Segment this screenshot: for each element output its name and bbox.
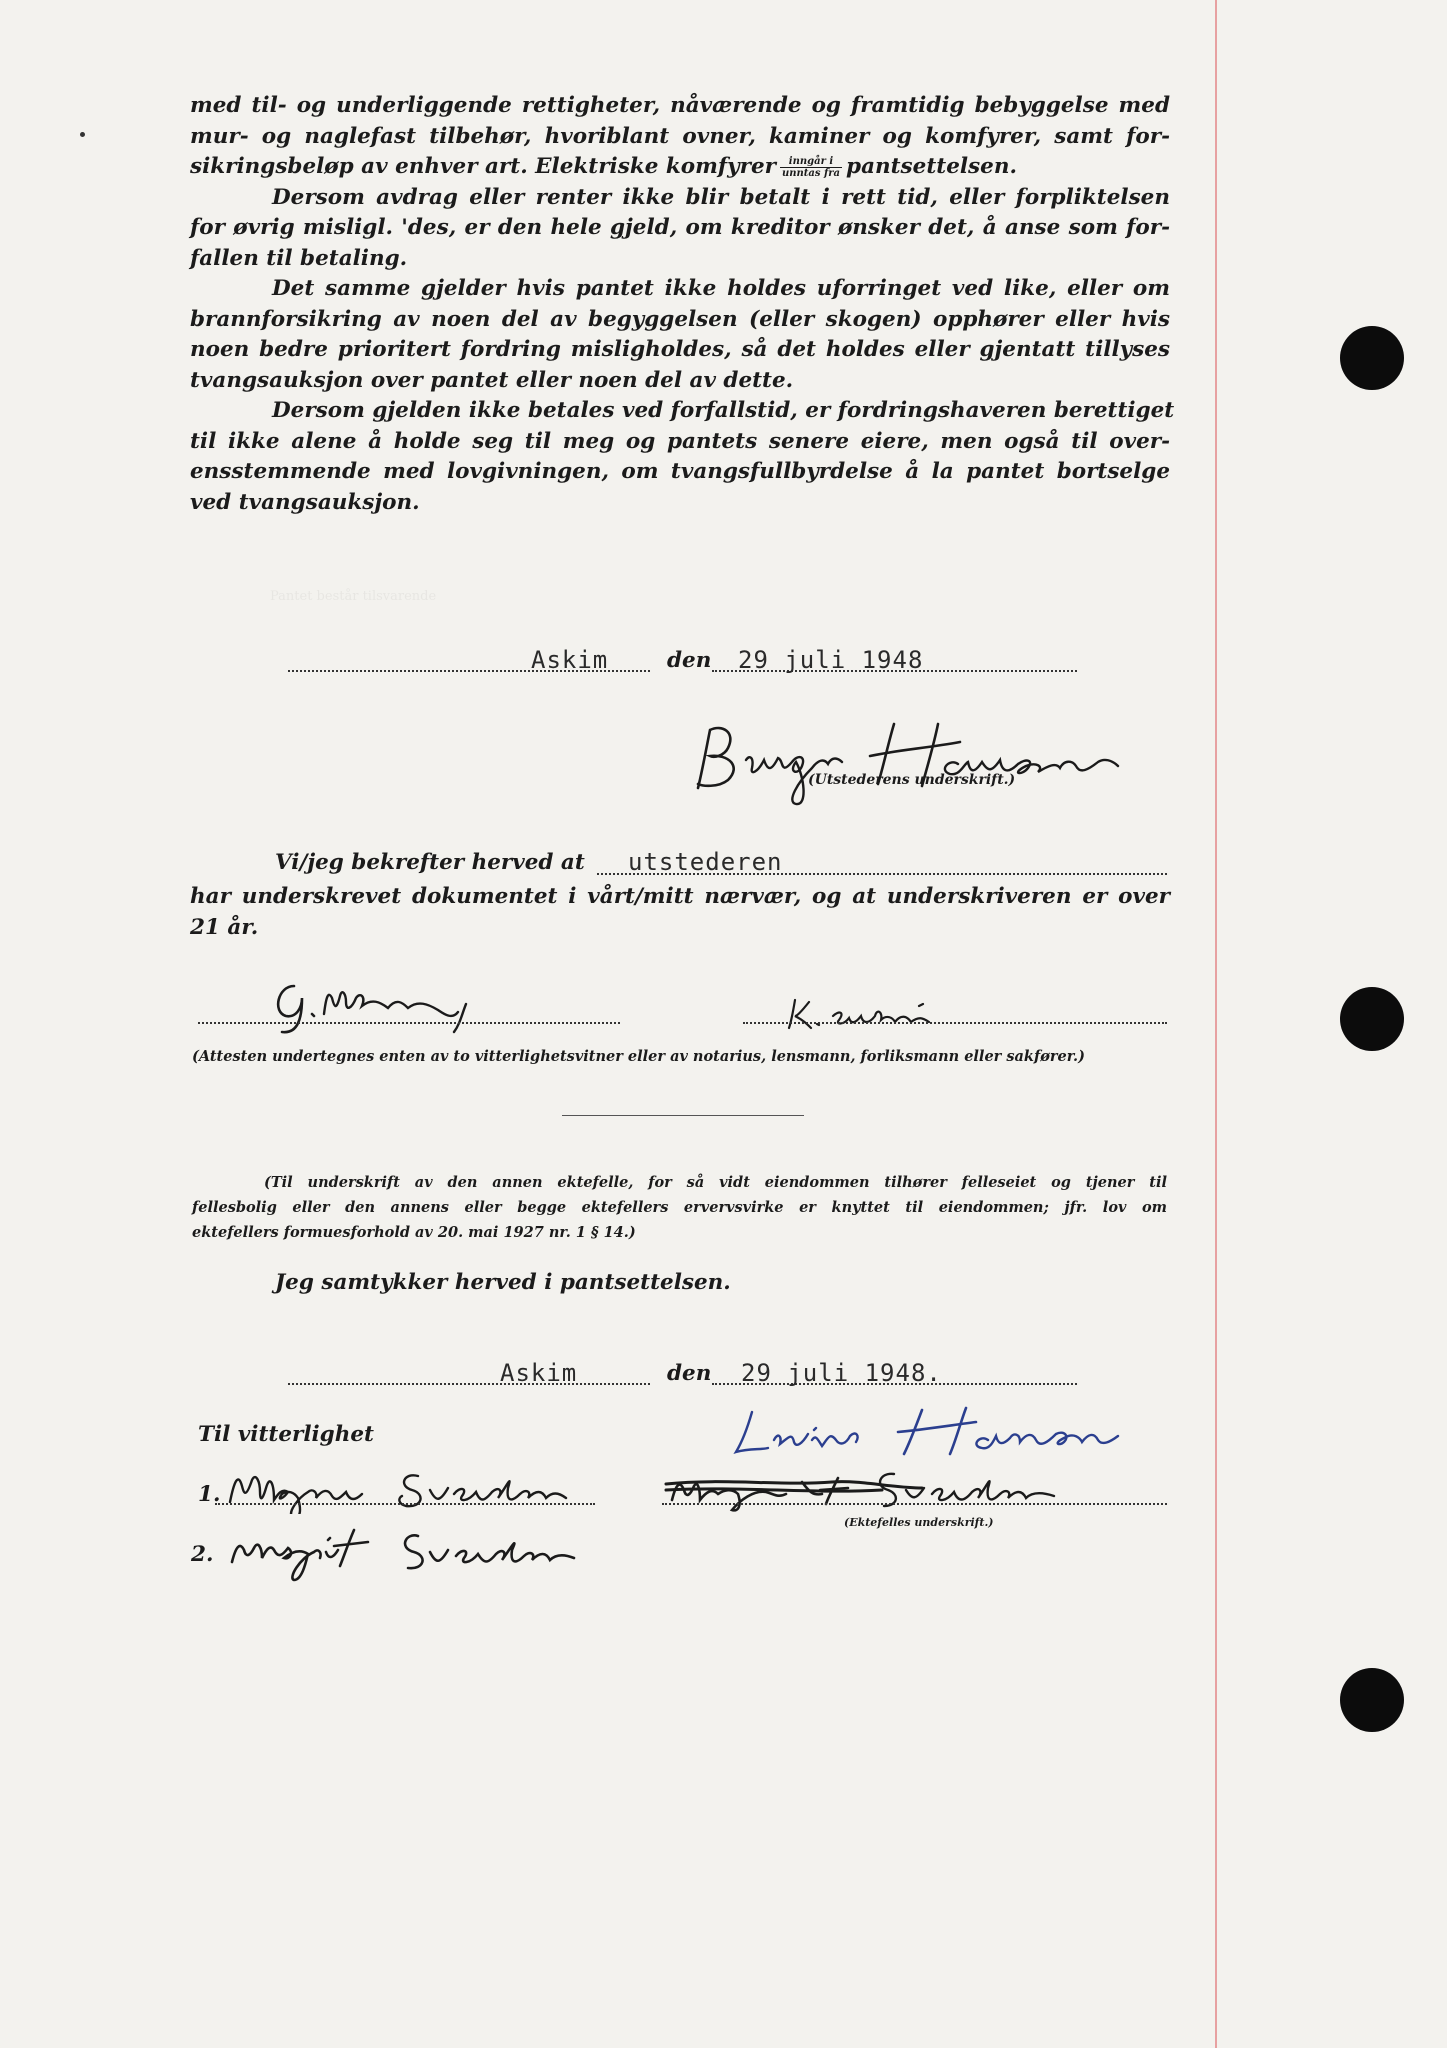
body-line: brannforsikring av noen del av begyggelsen (eller skogen) opphører eller hvis <box>190 306 1170 332</box>
den-label-2: den <box>667 1361 712 1386</box>
body-line: ensstemmende med lovgivningen, om tvangsfullbyrdelse å la pantet bortselge <box>190 459 1170 484</box>
consent-text: Jeg samtykker herved i pantsettelsen. <box>275 1270 731 1295</box>
confirm-line-2: har underskrevet dokumentet i vårt/mitt nærvær, og at underskriveren er over <box>190 884 1170 909</box>
spouse-signature <box>730 1402 1170 1462</box>
mortgage-terms-text <box>190 91 1175 518</box>
body-line: til ikke alene å holde seg til meg og pantets senere eiere, men også til over- <box>190 428 1170 454</box>
spouse-note: (Til underskrift av den annen ektefelle, for så vidt eiendommen tilhører felleseiet og tjener til fellesbolig eller den annens eller begge ektefellers ervervsvirke er knyttet til eiendommen; jfr. lov om ektefellers formuesforhold av 20. mai 1927 nr. 1 § 14.) <box>192 1174 1167 1241</box>
body-line: med til- og underliggende rettigheter, nåværende og framtidig bebyggelse med <box>190 93 1170 118</box>
ink-speck <box>80 132 85 137</box>
body-line: Dersom gjelden ikke betales ved forfallstid, er fordringshaveren berettiget <box>272 398 1175 423</box>
den-label-1: den <box>667 648 712 673</box>
confirm-prefix: Vi/jeg bekrefter herved at <box>275 850 585 875</box>
issuer-caption: (Utstederens underskrift.) <box>808 772 1016 788</box>
attest-label: Til vitterlighet <box>198 1422 374 1447</box>
confirm-text <box>190 882 1170 943</box>
body-line: for øvrig misligl. 'des, er den hele gjeld, om kreditor ønsker det, å anse som for- <box>190 215 1170 240</box>
place-1: Askim <box>531 646 609 674</box>
witness-signature-1 <box>262 968 492 1038</box>
confirm-line-3: 21 år. <box>190 914 259 940</box>
place-line-2 <box>288 1383 650 1385</box>
date-1: 29 juli 1948 <box>738 646 924 674</box>
margin-rule <box>1215 0 1217 2048</box>
witness-line-1 <box>198 1022 620 1024</box>
body-line: fallen til betaling. <box>190 245 408 271</box>
body-line: Det samme gjelder hvis pantet ikke holdes uforringet ved like, eller om <box>272 276 1170 301</box>
witness-number-2: 2. <box>191 1542 214 1567</box>
confirm-value: utstederen <box>628 848 783 876</box>
attest-witness-signature-2 <box>222 1518 642 1582</box>
body-line: Dersom avdrag eller renter ikke blir betalt i rett tid, eller forpliktelsen <box>272 184 1170 210</box>
section-divider <box>562 1115 804 1116</box>
fraction-option: $\frac{\text{inngår i}}{\text{unntas fra}}$ <box>781 155 841 179</box>
binder-hole-bottom <box>1340 1668 1404 1732</box>
witness-number-1: 1. <box>198 1482 221 1507</box>
date-2: 29 juli 1948. <box>741 1359 942 1387</box>
bleed-through-text: Pantet består tilsvarende <box>270 589 437 604</box>
body-line: mur- og naglefast tilbehør, hvoriblant ovner, kaminer og komfyrer, samt for- <box>190 123 1170 149</box>
place-2: Askim <box>500 1359 578 1387</box>
binder-hole-middle <box>1340 987 1404 1051</box>
attest-note: (Attesten undertegnes enten av to vitterlighetsvitner eller av notarius, lensmann, forliksmann eller sakfører.) <box>192 1048 1085 1065</box>
body-line: tvangsauksjon over pantet eller noen del av dette. <box>190 367 794 393</box>
attest-witness-signature-1 <box>222 1458 602 1514</box>
spouse-caption: (Ektefelles underskrift.) <box>844 1516 994 1529</box>
struck-signature <box>662 1460 1172 1516</box>
body-line-with-fraction: sikringsbeløp av enhver art. Elektriske komfyrer $\frac{\text{inngår i}}{\text{unntas fra}}$ pantsettelsen. <box>190 154 1017 179</box>
witness-signature-2 <box>783 990 983 1036</box>
issuer-signature <box>688 710 1218 810</box>
witness-sign-line-1 <box>215 1503 595 1505</box>
body-line: ved tvangsauksjon. <box>190 489 420 515</box>
body-line: noen bedre prioritert fordring misligholdes, så det holdes eller gjentatt tillyses <box>190 337 1170 362</box>
witness-line-2 <box>743 1022 1167 1024</box>
binder-hole-top <box>1340 326 1404 390</box>
spouse-sign-line <box>662 1503 1167 1505</box>
